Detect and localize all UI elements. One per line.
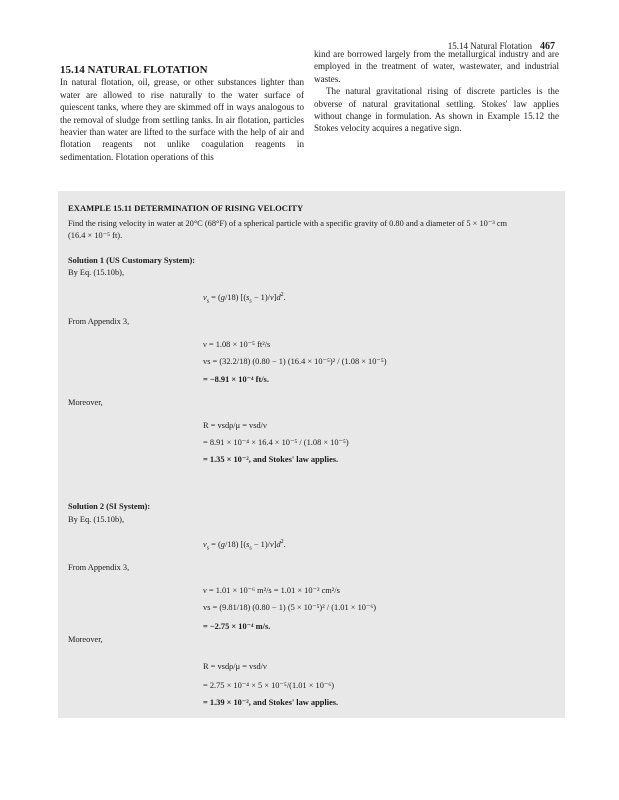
eq1-nu: ν = 1.08 × 10⁻⁵ ft²/s bbox=[203, 340, 271, 349]
example-title: EXAMPLE 15.11 DETERMINATION OF RISING VELOCITY bbox=[68, 203, 304, 213]
eq2-reynolds-result: = 1.39 × 10⁻², and Stokes' law applies. bbox=[203, 698, 339, 707]
eq1-reynolds-substitution: = 8.91 × 10⁻⁴ × 16.4 × 10⁻⁵ / (1.08 × 10⁻⁵) bbox=[203, 438, 349, 447]
example-problem bbox=[68, 218, 558, 241]
page-number: 467 bbox=[540, 41, 555, 52]
eq2-nu: ν = 1.01 × 10⁻⁶ m²/s = 1.01 × 10⁻² cm²/s bbox=[203, 586, 340, 595]
moreover-1: Moreover, bbox=[68, 398, 103, 407]
eq1-reynolds-definition: R = vsdρ/μ = vsd/ν bbox=[203, 421, 267, 430]
right-paragraph-1: kind are borrowed largely from the metallurgical industry and are employed in the treatment of water, wastewater, and industrial wastes. bbox=[314, 49, 559, 84]
right-column bbox=[314, 48, 559, 135]
solution-2-heading: Solution 2 (SI System): bbox=[68, 502, 151, 511]
left-paragraph: In natural flotation, oil, grease, or other substances lighter than water are allowed to rise naturally to the water surface of quiescent tanks, where they are skimmed off in ways analogous to the removal of sludge from settling tanks. In air flotation, particles heavier than water are lifted to the surface with the help of air and flotation reagents not unlike coagulation reagents in sedimentation. Flotation operations of this bbox=[60, 77, 304, 162]
eq2-reynolds-substitution: = 2.75 × 10⁻⁴ × 5 × 10⁻⁵/(1.01 × 10⁻⁶) bbox=[203, 681, 335, 690]
section-heading: 15.14 NATURAL FLOTATION bbox=[60, 64, 208, 76]
eq2-vs-result: = −2.75 × 10⁻⁴ m/s. bbox=[203, 622, 271, 631]
eq2-reynolds-definition: R = vsdρ/μ = vsd/ν bbox=[203, 662, 267, 671]
eq1-stokes: $v_s = (g/18) [(s_s - 1)/\nu]d^2$. bbox=[203, 292, 286, 305]
problem-line-1: Find the rising velocity in water at 20°C (68°F) of a spherical particle with a specific gravity of 0.80 and a diameter of 5 × 10⁻³ cm bbox=[68, 219, 508, 228]
eq1-reynolds-result: = 1.35 × 10⁻², and Stokes' law applies. bbox=[203, 455, 339, 464]
eq1-vs-substitution: vs = (32.2/18) (0.80 − 1) (16.4 × 10⁻⁵)² / (1.08 × 10⁻⁵) bbox=[203, 357, 387, 366]
from-appendix-2: From Appendix 3, bbox=[68, 563, 130, 572]
moreover-2: Moreover, bbox=[68, 635, 103, 644]
eq1-vs-result: = −8.91 × 10⁻⁴ ft/s. bbox=[203, 375, 269, 384]
eq2-vs-substitution: vs = (9.81/18) (0.80 − 1) (5 × 10⁻⁵)² / (1.01 × 10⁻⁶) bbox=[203, 603, 377, 612]
from-appendix-1: From Appendix 3, bbox=[68, 317, 130, 326]
by-eq-1: By Eq. (15.10b), bbox=[68, 268, 125, 277]
by-eq-2: By Eq. (15.10b), bbox=[68, 515, 125, 524]
eq2-stokes: $v_s = (g/18) [(s_s - 1)/\nu]d^2$. bbox=[203, 539, 286, 552]
solution-1-heading: Solution 1 (US Customary System): bbox=[68, 256, 196, 265]
right-paragraph-2: The natural gravitational rising of discrete particles is the obverse of natural gravitational settling. Stokes' law applies without change in formulation. As shown in Example 15.12 the Stokes velocity acquires a negative sign. bbox=[314, 86, 559, 134]
problem-line-2: (16.4 × 10⁻⁵ ft). bbox=[68, 230, 123, 240]
left-column bbox=[60, 64, 304, 163]
running-head-title: 15.14 Natural Flotation bbox=[447, 41, 532, 51]
